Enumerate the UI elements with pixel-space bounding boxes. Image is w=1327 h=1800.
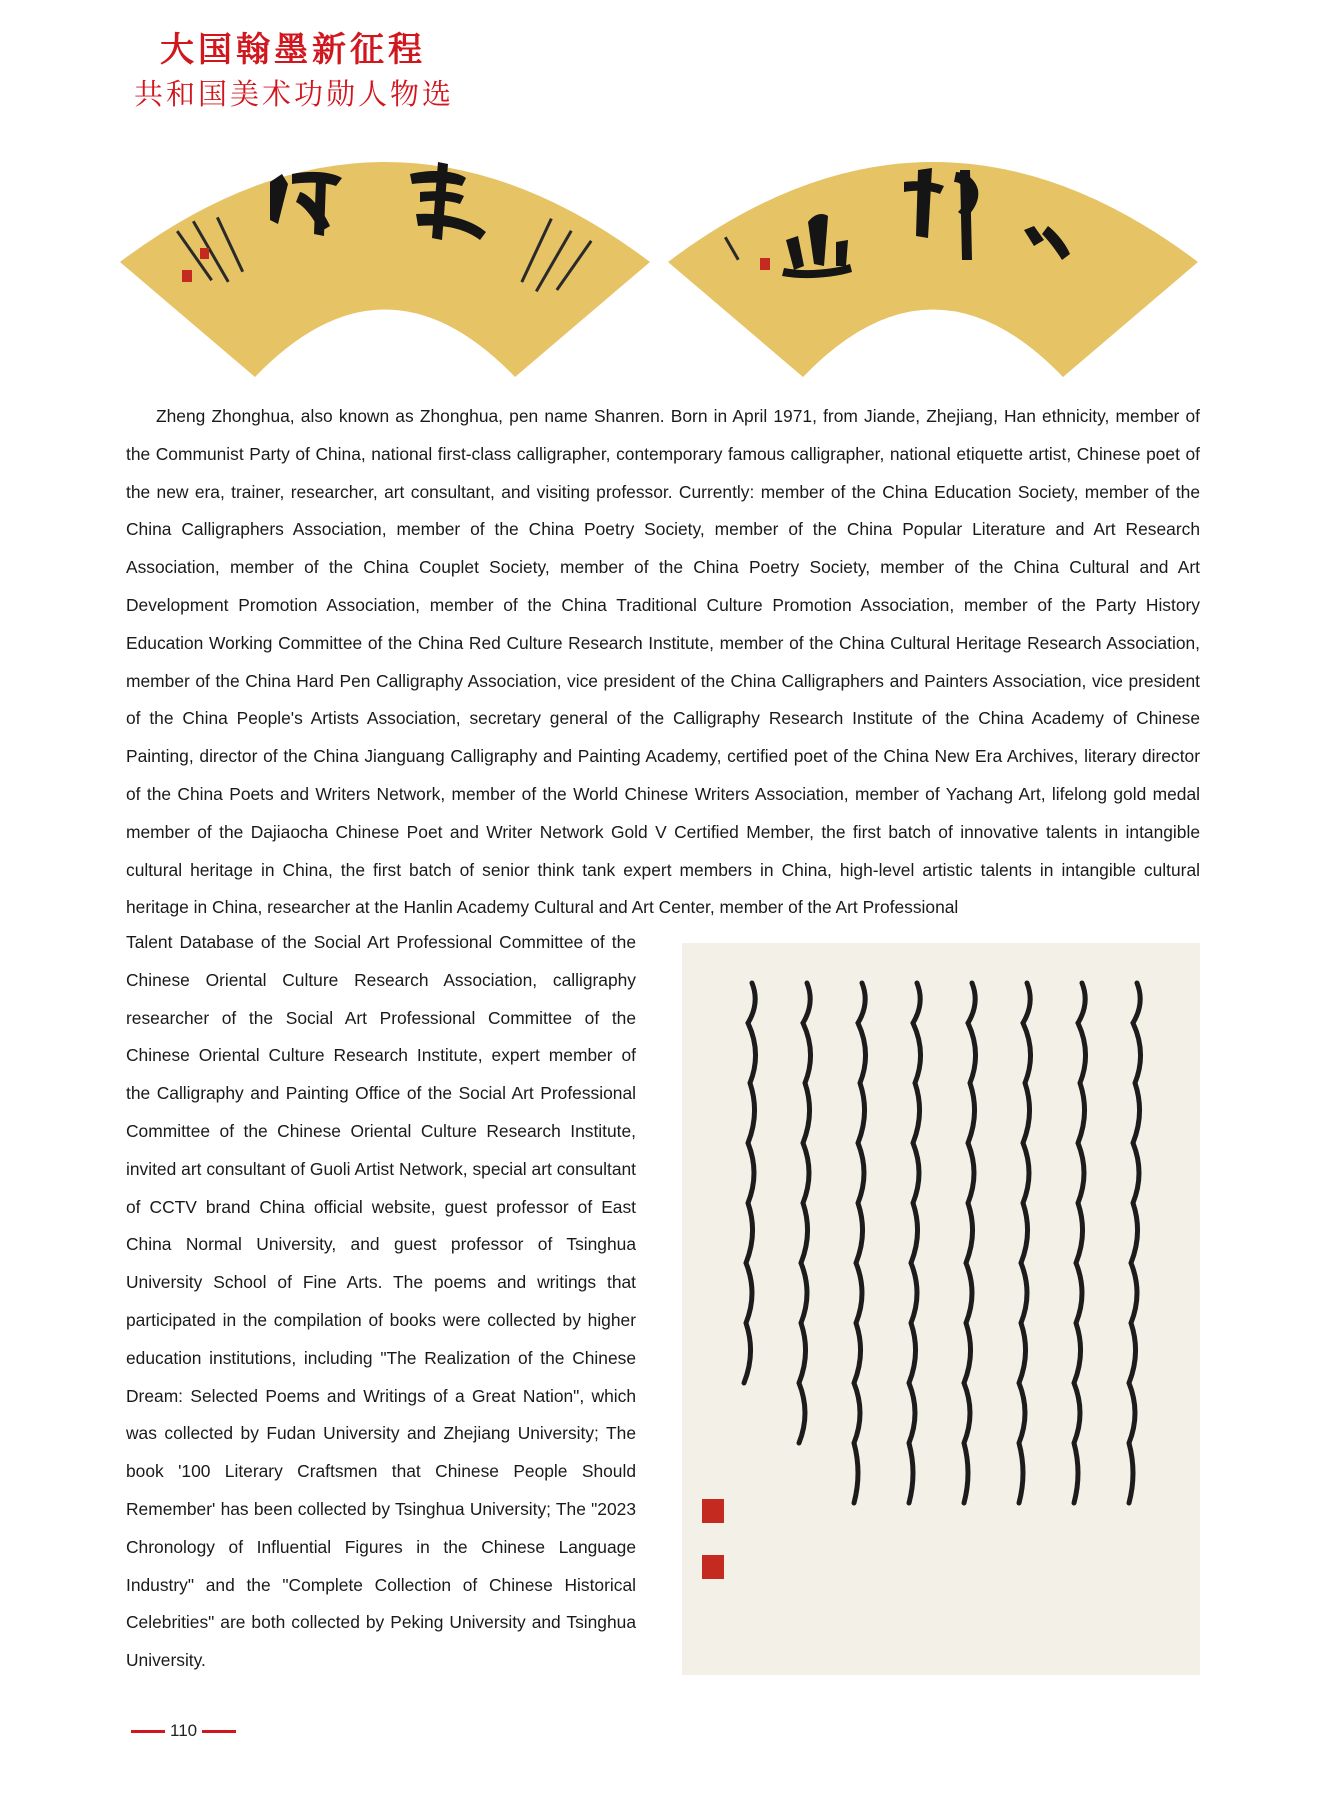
page-number-rule-right [202,1730,236,1733]
fan-painting-left [120,122,650,382]
fan-painting-right [668,122,1198,382]
fan-right-shape [668,162,1198,377]
page-header-subtitle: 共和国美术功勋人物选 [134,77,455,111]
page-number-rule-left [131,1730,165,1733]
biography-paragraph-full-width: Zheng Zhonghua, also known as Zhonghua, pen name Shanren. Born in April 1971, from Jiande, Zhejiang, Han ethnicity, member of the Communist Party of China, national first-class calligrapher, contemporary famous calligrapher, national etiquette artist, Chinese poet of the new era, trainer, researcher, art consultant, and visiting professor. Currently: member of the China Education Society, member of the China Calligraphers Association, member of the China Poetry Society, member of the China Popular Literature and Art Research Association, member of the China Couplet Society, member of the China Poetry Society, member of the China Cultural and Art Development Promotion Association, member of the China Traditional Culture Promotion Association, member of the Party History Education Working Committee of the China Red Culture Research Institute, member of the China Cultural Heritage Research Association, member of the China Hard Pen Calligraphy Association, vice president of the China Calligraphers and Painters Association, vice president of the China People's Artists Association, secretary general of the Calligraphy Research Institute of the China Academy of Chinese Painting, director of the China Jianguang Calligraphy and Painting Academy, certified poet of the China New Era Archives, literary director of the China Poets and Writers Network, member of the World Chinese Writers Association, member of Yachang Art, lifelong gold medal member of the Dajiaocha Chinese Poet and Writer Network Gold V Certified Member, the first batch of innovative talents in intangible cultural heritage in China, the first batch of senior think tank expert members in China, high-level artistic talents in intangible cultural heritage in China, researcher at the Hanlin Academy Cultural and Art Center, member of the Art Professional [126,406,1200,918]
calligraphy-scroll [682,943,1200,1675]
page-number-footer [126,1721,241,1741]
scroll-seal-2 [702,1555,724,1579]
page-header-title: 大国翰墨新征程 [160,30,426,70]
biography-paragraph-column: Talent Database of the Social Art Professional Committee of the Chinese Oriental Culture Research Association, calligraphy researcher of the Social Art Professional Committee of the Chinese Oriental Culture Research Institute, expert member of the Calligraphy and Painting Office of the Social Art Professional Committee of the Chinese Oriental Culture Research Institute, invited art consultant of Guoli Artist Network, special art consultant of CCTV brand China official website, guest professor of East China Normal University, and guest professor of Tsinghua University School of Fine Arts. The poems and writings that participated in the compilation of books were collected by higher education institutions, including "The Realization of the Chinese Dream: Selected Poems and Writings of a Great Nation", which was collected by Fudan University and Zhejiang University; The book '100 Literary Craftsmen that Chinese People Should Remember' has been collected by Tsinghua University; The "2023 Chronology of Influential Figures in the Chinese Language Industry" and the "Complete Collection of Chinese Historical Celebrities" are both collected by Peking University and Tsinghua University. [126,932,636,1671]
fan-left-seal-2 [200,248,209,259]
scroll-paper [682,943,1200,1675]
fan-right-seal [760,258,770,270]
page-number: 110 [170,1721,198,1740]
scroll-seal-1 [702,1499,724,1523]
fan-left-seal [182,270,192,282]
